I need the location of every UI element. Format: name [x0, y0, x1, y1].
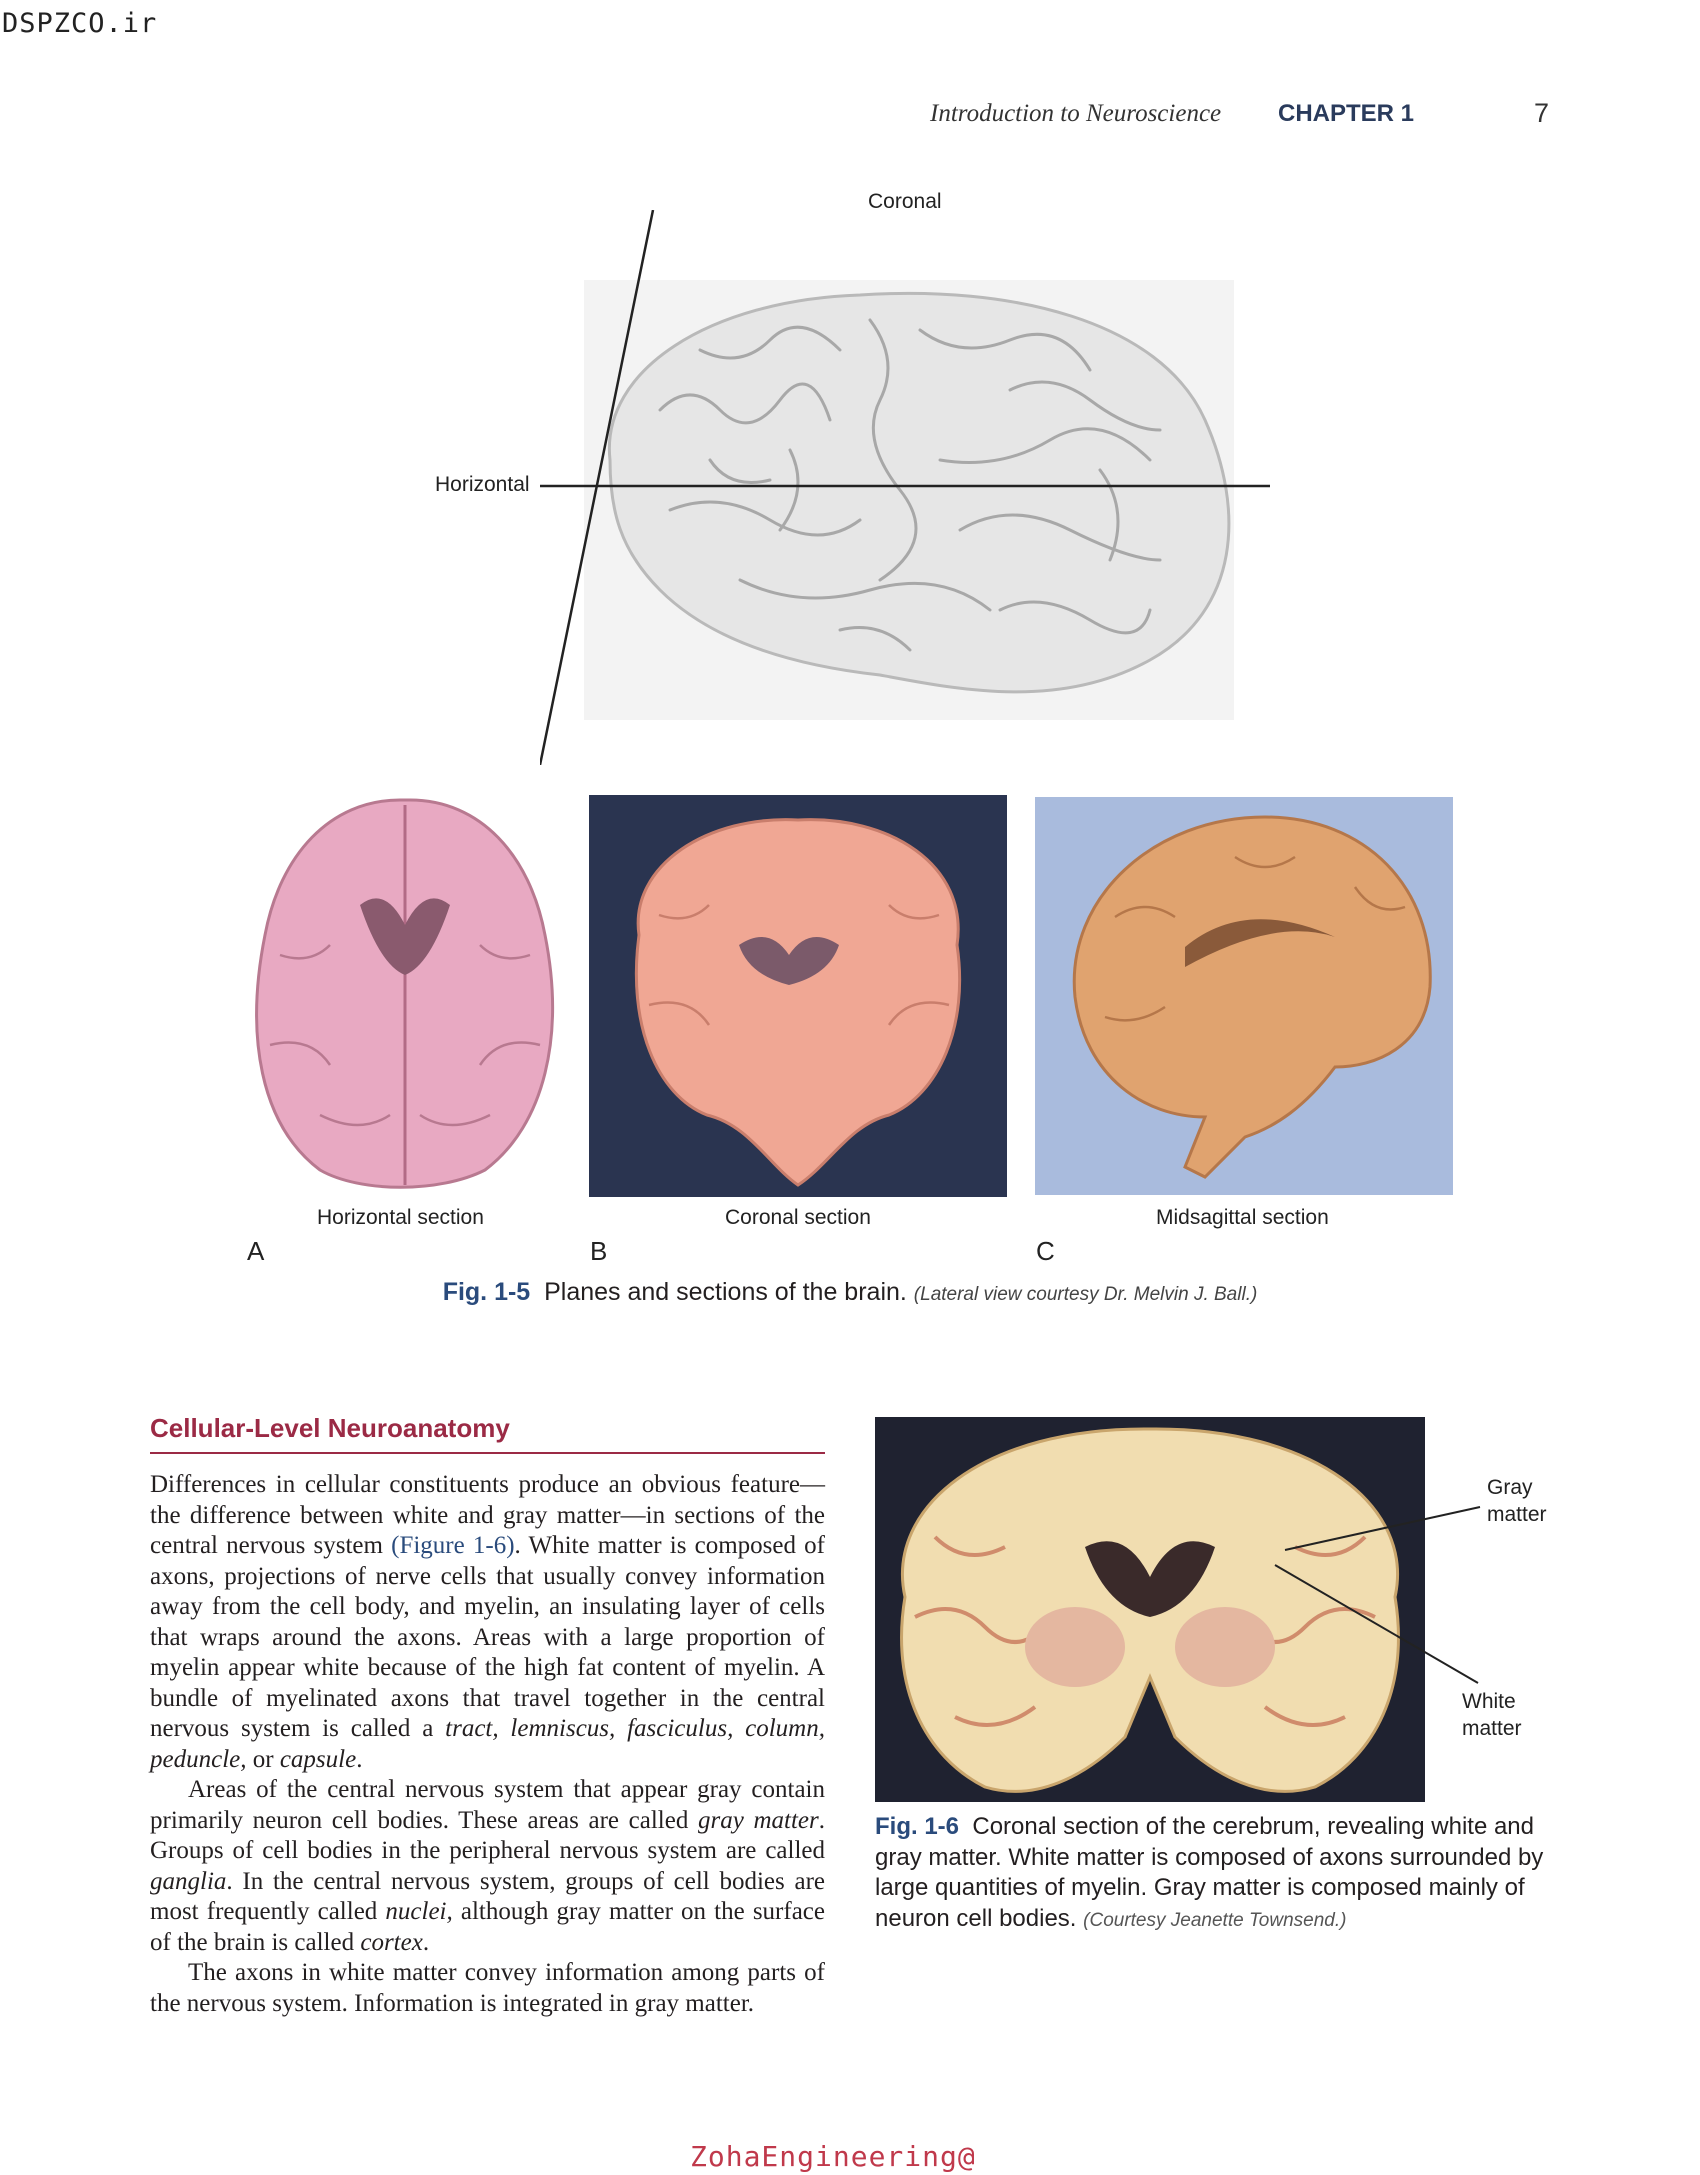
paragraph-3: The axons in white matter convey information among parts of the nervous system. Information is integrated in gray matter. — [150, 1959, 825, 2017]
fig-1-5-number: Fig. 1-5 — [442, 1278, 531, 1306]
p2-part-c: . In the central nervous system, groups of cell bodies are most frequently called — [150, 1867, 825, 1925]
p1-part-c: or — [246, 1745, 280, 1773]
p1-part-a: Differences in cellular constituents produce an obvious feature—the difference between white and gray matter—in sections of the central nervous system — [150, 1471, 825, 1559]
figure-1-6-reference[interactable]: (Figure 1-6) — [391, 1532, 515, 1559]
chapter-label: CHAPTER 1 — [1278, 100, 1415, 127]
section-heading: Cellular-Level Neuroanatomy — [150, 1413, 510, 1443]
gray-matter-callout-line-1: Gray — [1487, 1476, 1533, 1499]
gray-matter-callout — [1487, 1474, 1547, 1528]
panel-b-letter: B — [590, 1236, 608, 1266]
fig-1-6-number: Fig. 1-6 — [875, 1813, 960, 1840]
paragraph-1 — [150, 1470, 825, 1775]
page-number: 7 — [1534, 98, 1550, 128]
fig-1-6-callout-lines — [1270, 1495, 1485, 1695]
panel-a-letter: A — [247, 1236, 265, 1266]
p1-part-b: . White matter is composed of axons, projections of nerve cells that usually convey information away from the cell body, and myelin, an insulating layer of cells that wraps around the axons. Areas with a large proportion of myelin appear white because of the high fat content of myelin. A bundle of myelinated axons that travel together in the central nervous system is called a — [150, 1532, 826, 1742]
panel-c-letter: C — [1036, 1236, 1055, 1266]
p2-term-nuclei: nuclei, — [385, 1898, 453, 1925]
fig-1-5-credit: (Lateral view courtesy Dr. Melvin J. Ball.) — [913, 1284, 1258, 1305]
fig-1-6-text: Coronal section of the cerebrum, revealing white and gray matter. White matter is composed of axons surrounded by large quantities of myelin. Gray matter is composed mainly of neuron cell bodies. — [875, 1813, 1544, 1932]
p2-term-gray-matter: gray matter — [698, 1806, 819, 1834]
fig-1-5-caption — [0, 1278, 1700, 1307]
p2-part-a: Areas of the central nervous system that appear gray contain primarily neuron cell bodies. These areas are called — [150, 1776, 825, 1834]
p1-part-d: . — [356, 1745, 363, 1773]
white-matter-callout — [1462, 1688, 1522, 1742]
running-title: Introduction to Neuroscience — [930, 100, 1222, 127]
fig-1-6-caption — [875, 1812, 1555, 1936]
p2-term-ganglia: ganglia — [150, 1867, 227, 1895]
section-heading-rule — [150, 1452, 825, 1454]
fig-1-6-credit: (Courtesy Jeanette Townsend.) — [1083, 1909, 1347, 1931]
lateral-brain-figure — [540, 210, 1280, 765]
panel-c-label: Midsagittal section — [1156, 1206, 1329, 1229]
coronal-section-image — [589, 795, 1007, 1197]
midsagittal-section-image — [1035, 797, 1453, 1195]
body-text — [150, 1470, 825, 2019]
gray-matter-leader-line — [1285, 1507, 1480, 1550]
white-matter-leader-line — [1275, 1565, 1478, 1683]
p1-bundle-terms: tract, lemniscus, fasciculus, column, peduncle, — [150, 1715, 825, 1773]
panel-b-label: Coronal section — [725, 1206, 871, 1229]
p2-part-e: . — [422, 1928, 430, 1956]
white-matter-callout-line-1: White — [1462, 1690, 1516, 1713]
p1-term-capsule: capsule — [279, 1745, 357, 1773]
horizontal-plane-label: Horizontal — [435, 473, 530, 496]
panel-a-label: Horizontal section — [317, 1206, 484, 1229]
watermark-bottom: ZohaEngineering@ — [690, 2140, 976, 2173]
p2-part-b: . Groups of cell bodies in the peripheral nervous system are called — [150, 1806, 825, 1864]
coronal-plane-label: Coronal — [868, 190, 942, 213]
white-matter-callout-line-2: matter — [1462, 1717, 1522, 1740]
p2-term-cortex: cortex — [360, 1928, 423, 1956]
paragraph-2 — [150, 1775, 825, 1958]
gray-matter-callout-line-2: matter — [1487, 1503, 1547, 1526]
fig-1-5-text: Planes and sections of the brain. — [544, 1278, 907, 1306]
watermark-top: DSPZCO.ir — [2, 8, 158, 39]
p2-part-d: although gray matter on the surface of the brain is called — [150, 1898, 825, 1956]
horizontal-section-image — [240, 795, 570, 1195]
